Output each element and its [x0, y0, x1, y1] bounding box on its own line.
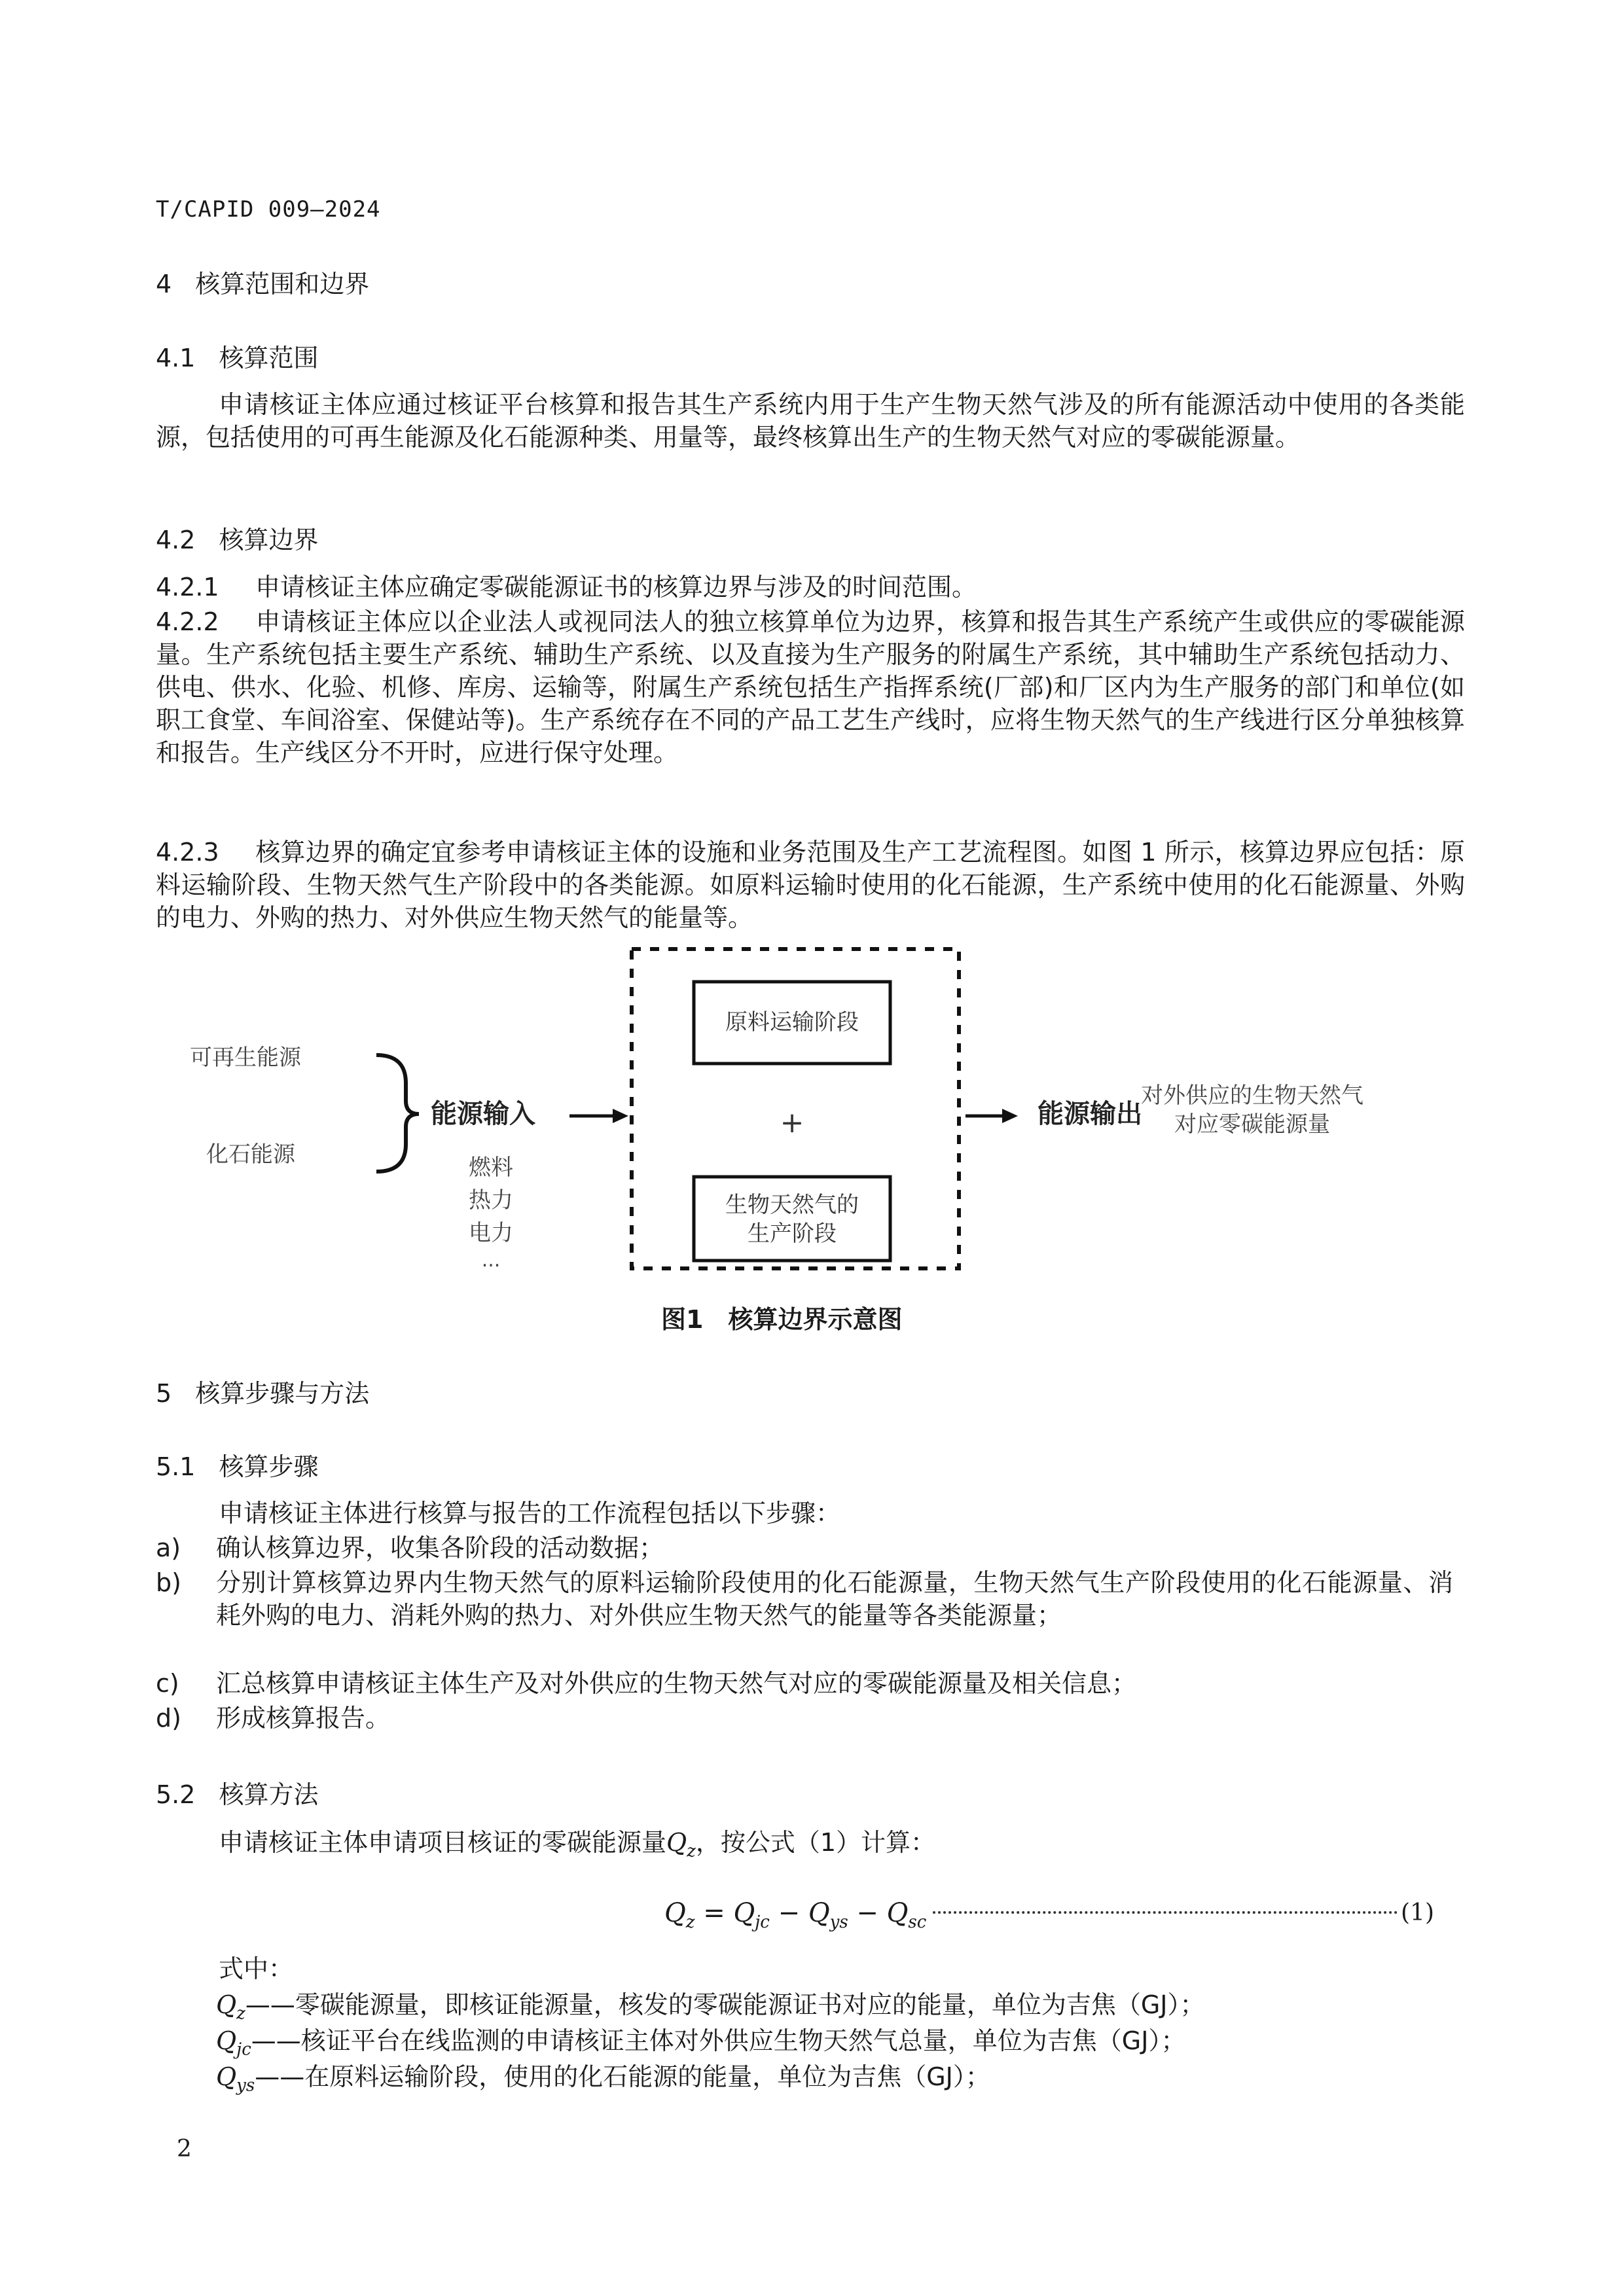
where-label: 式中： [219, 1954, 294, 1983]
input-type-power: 电力 [469, 1220, 513, 1246]
clause-4-2-2 [156, 605, 1465, 769]
output-arrowhead-icon [1002, 1109, 1018, 1123]
input-type-heat: 热力 [469, 1187, 513, 1213]
input-type-ellipsis: ... [481, 1249, 501, 1272]
standard-code: T/CAPID 009—2024 [156, 196, 381, 223]
section-number: 4.2 [156, 526, 196, 554]
section-4-1-heading [156, 338, 318, 374]
stage-2-label-line1: 生物天然气的 [725, 1192, 859, 1218]
section-number: 5.2 [156, 1780, 196, 1809]
section-title: 核算方法 [219, 1780, 319, 1809]
variable-symbol: $Q_{ys}$ [216, 2062, 255, 2096]
formula-leader-dots [933, 1911, 1398, 1914]
formula-1: $Q_z = Q_{jc} - Q_{ys} - Q_{sc}$ [664, 1898, 927, 1932]
variable-symbol: $Q_z$ [216, 1990, 245, 2024]
variable-definition [216, 2060, 990, 2102]
brace-icon [376, 1055, 419, 1172]
section-title: 核算范围和边界 [195, 270, 370, 298]
clause-text: 申请核证主体应确定零碳能源证书的核算边界与涉及的时间范围。 [255, 573, 977, 601]
section-number: 4 [156, 270, 172, 298]
section-title: 核算范围 [219, 344, 319, 372]
list-marker: a) [156, 1534, 181, 1562]
output-description-line1: 对外供应的生物天然气 [1141, 1083, 1363, 1109]
section-4-heading [156, 264, 369, 300]
variable-description: ——核证平台在线监测的申请核证主体对外供应生物天然气总量，单位为吉焦（GJ）； [251, 2026, 1186, 2055]
list-marker: b) [156, 1568, 181, 1597]
stage-2-label-line2: 生产阶段 [748, 1221, 837, 1247]
clause-text: 核算边界的确定宜参考申请核证主体的设施和业务范围及生产工艺流程图。如图 1 所示，核算边界应包括：原料运输阶段、生物天然气生产阶段中的各类能源。如原料运输时使用的化石能源，生产系统中使用的化石能源量、外购的电力、外购的热力、对外供应生物天然气的能量等。 [156, 838, 1465, 932]
stage-1-label: 原料运输阶段 [725, 1009, 859, 1035]
section-title: 核算边界 [219, 526, 319, 554]
list-marker: c) [156, 1669, 179, 1698]
variable-description: ——在原料运输阶段，使用的化石能源的能量，单位为吉焦（GJ）； [255, 2062, 990, 2091]
input-source-fossil: 化石能源 [206, 1141, 295, 1168]
input-arrowhead-icon [613, 1109, 628, 1123]
variable-description: ——零碳能源量，即核证能源量，核发的零碳能源证书对应的能量，单位为吉焦（GJ）； [245, 1990, 1205, 2019]
section-5-2-intro [156, 1826, 1465, 1868]
clause-4-2-1 [156, 571, 1465, 603]
list-item-text: 确认核算边界，收集各阶段的活动数据； [216, 1534, 664, 1562]
list-marker: d) [156, 1704, 181, 1732]
stage-2-box [694, 1177, 890, 1261]
section-5-1-intro: 申请核证主体进行核算与报告的工作流程包括以下步骤： [219, 1499, 841, 1528]
intro-tail: ，按公式（1）计算： [695, 1828, 936, 1857]
section-5-1-heading [156, 1446, 318, 1482]
list-item-text: 汇总核算申请核证主体生产及对外供应的生物天然气对应的零碳能源量及相关信息； [216, 1669, 1137, 1698]
energy-input-label: 能源输入 [431, 1099, 535, 1129]
section-title: 核算步骤 [219, 1452, 319, 1481]
intro-text: 申请核证主体申请项目核证的零碳能源量 [219, 1828, 667, 1857]
input-source-renewable: 可再生能源 [190, 1045, 301, 1071]
clause-4-2-3 [156, 836, 1465, 934]
clause-number: 4.2.3 [156, 838, 219, 867]
output-description-line2: 对应零碳能源量 [1174, 1111, 1330, 1138]
list-item-text: 形成核算报告。 [216, 1704, 391, 1732]
list-item [156, 1532, 1453, 1564]
page-number: 2 [177, 2136, 192, 2162]
energy-output-label: 能源输出 [1038, 1099, 1142, 1129]
section-4-1-paragraph: 申请核证主体应通过核证平台核算和报告其生产系统内用于生产生物天然气涉及的所有能源活动中使用的各类能源，包括使用的可再生能源及化石能源种类、用量等，最终核算出生产的生物天然气对应的零碳能源量。 [156, 390, 1465, 452]
list-item [156, 1667, 1453, 1700]
section-number: 5.1 [156, 1452, 196, 1481]
list-item [156, 1566, 1453, 1632]
list-item-text: 分别计算核算边界内生物天然气的原料运输阶段使用的化石能源量，生物天然气生产阶段使用的化石能源量、消耗外购的电力、消耗外购的热力、对外供应生物天然气的能量等各类能源量； [216, 1568, 1453, 1630]
plus-sign: + [780, 1106, 804, 1139]
clause-text: 申请核证主体应以企业法人或视同法人的独立核算单位为边界，核算和报告其生产系统产生或供应的零碳能源量。生产系统包括主要生产系统、辅助生产系统、以及直接为生产服务的附属生产系统，其中辅助生产系统包括动力、供电、供水、化验、机修、库房、运输等，附属生产系统包括生产指挥系统(厂部)和厂区内为生产服务的部门和单位(如职工食堂、车间浴室、保健站等)。生产系统存在不同的产品工艺生产线时，应将生物天然气的生产线进行区分单独核算和报告。生产线区分不开时，应进行保守处理。 [156, 607, 1465, 767]
section-5-2-heading [156, 1774, 318, 1810]
list-item [156, 1702, 1453, 1734]
section-title: 核算步骤与方法 [195, 1379, 370, 1408]
formula-number: (1) [1401, 1899, 1434, 1926]
clause-number: 4.2.1 [156, 573, 219, 601]
section-4-2-heading [156, 520, 318, 556]
input-type-fuel: 燃料 [469, 1155, 513, 1181]
section-number: 5 [156, 1379, 172, 1408]
section-number: 4.1 [156, 344, 196, 372]
figure-1-caption: 图1 核算边界示意图 [661, 1305, 903, 1334]
variable-symbol: $Q_{jc}$ [216, 2026, 251, 2060]
qz-symbol: $Q_z$ [666, 1828, 696, 1861]
section-5-heading [156, 1373, 369, 1409]
clause-number: 4.2.2 [156, 607, 219, 636]
figure-1-boundary-diagram [151, 942, 1473, 1335]
